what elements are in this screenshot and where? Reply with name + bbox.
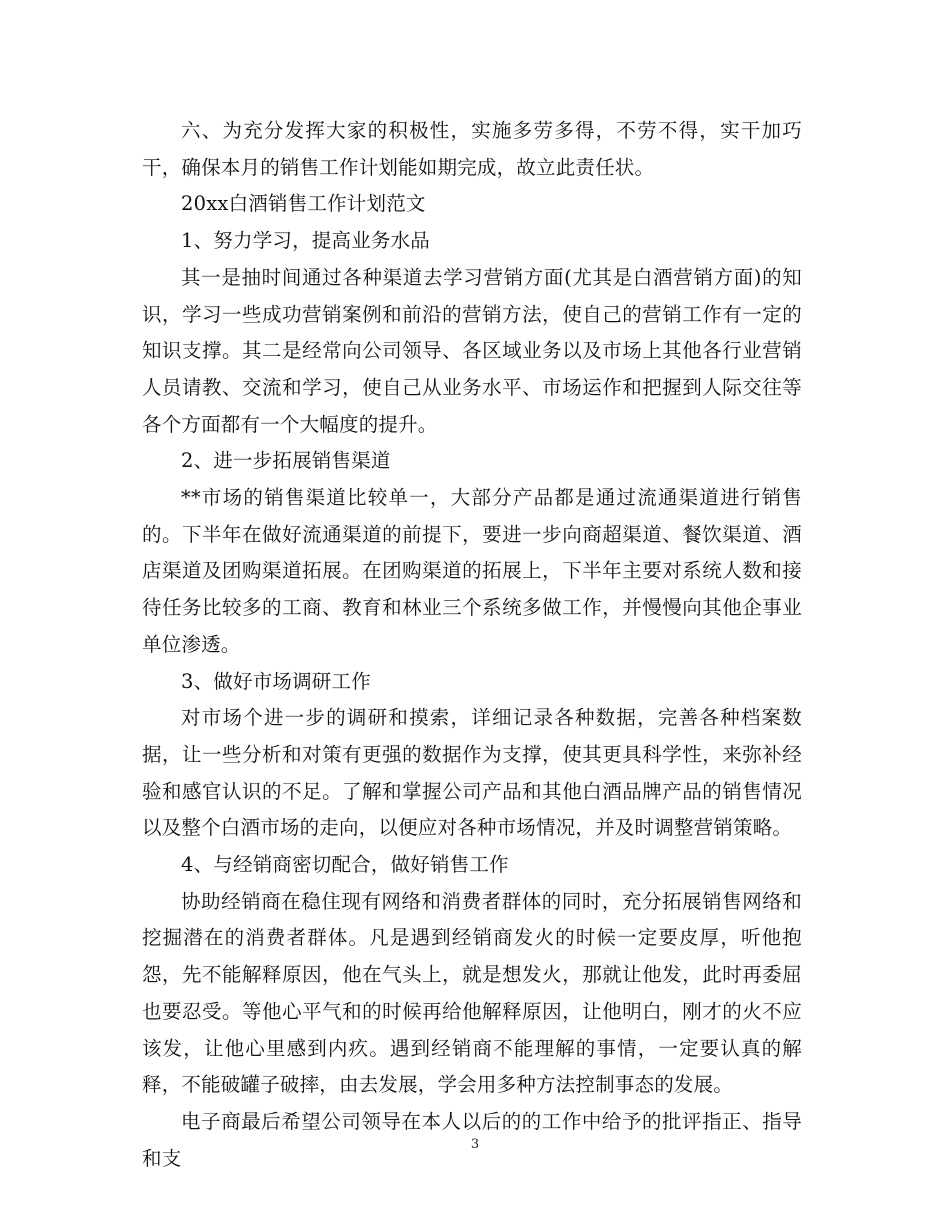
heading-study: 1、努力学习，提高业务水品 xyxy=(181,229,431,253)
document-body xyxy=(142,113,802,1177)
page-number: 3 xyxy=(470,1137,480,1152)
paragraph-closing: 电子商最后希望公司领导在本人以后的的工作中给予的批评指正、指导和支 xyxy=(142,1109,802,1170)
section-title: 20xx白酒销售工作计划范文 xyxy=(181,192,426,216)
heading-research: 3、做好市场调研工作 xyxy=(181,669,371,693)
heading-dealers: 4、与经销商密切配合，做好销售工作 xyxy=(181,853,509,877)
paragraph-research: 对市场个进一步的调研和摸索，详细记录各种数据，完善各种档案数据，让一些分析和对策有更强的数据作为支撑，使其更具科学性，来弥补经验和感官认识的不足。了解和掌握公司产品和其他白酒品牌产品的销售情况以及整个白酒市场的走向，以便应对各种市场情况，并及时调整营销策略。 xyxy=(142,706,802,840)
paragraph-channels: **市场的销售渠道比较单一，大部分产品都是通过流通渠道进行销售的。下半年在做好流通渠道的前提下，要进一步向商超渠道、餐饮渠道、酒店渠道及团购渠道拓展。在团购渠道的拓展上，下半年主要对系统人数和接待任务比较多的工商、教育和林业三个系统多做工作，并慢慢向其他企事业单位渗透。 xyxy=(142,486,802,656)
paragraph-responsibility-statement: 六、为充分发挥大家的积极性，实施多劳多得，不劳不得，实干加巧干，确保本月的销售工作计划能如期完成，故立此责任状。 xyxy=(142,119,802,179)
paragraph-study: 其一是抽时间通过各种渠道去学习营销方面(尤其是白酒营销方面)的知识，学习一些成功营销案例和前沿的营销方法，使自己的营销工作有一定的知识支撑。其二是经常向公司领导、各区域业务以及市场上其他各行业营销人员请教、交流和学习，使自己从业务水平、市场运作和把握到人际交往等各个方面都有一个大幅度的提升。 xyxy=(142,265,802,436)
paragraph-dealers: 协助经销商在稳住现有网络和消费者群体的同时，充分拓展销售网络和挖掘潜在的消费者群体。凡是遇到经销商发火的时候一定要皮厚，听他抱怨，先不能解释原因，他在气头上，就是想发火，那就让他发，此时再委屈也要忍受。等他心平气和的时候再给他解释原因，让他明白，刚才的火不应该发，让他心里感到内疚。遇到经销商不能理解的事情，一定要认真的解释，不能破罐子破摔，由去发展，学会用多种方法控制事态的发展。 xyxy=(142,889,802,1097)
heading-channels: 2、进一步拓展销售渠道 xyxy=(181,449,391,473)
